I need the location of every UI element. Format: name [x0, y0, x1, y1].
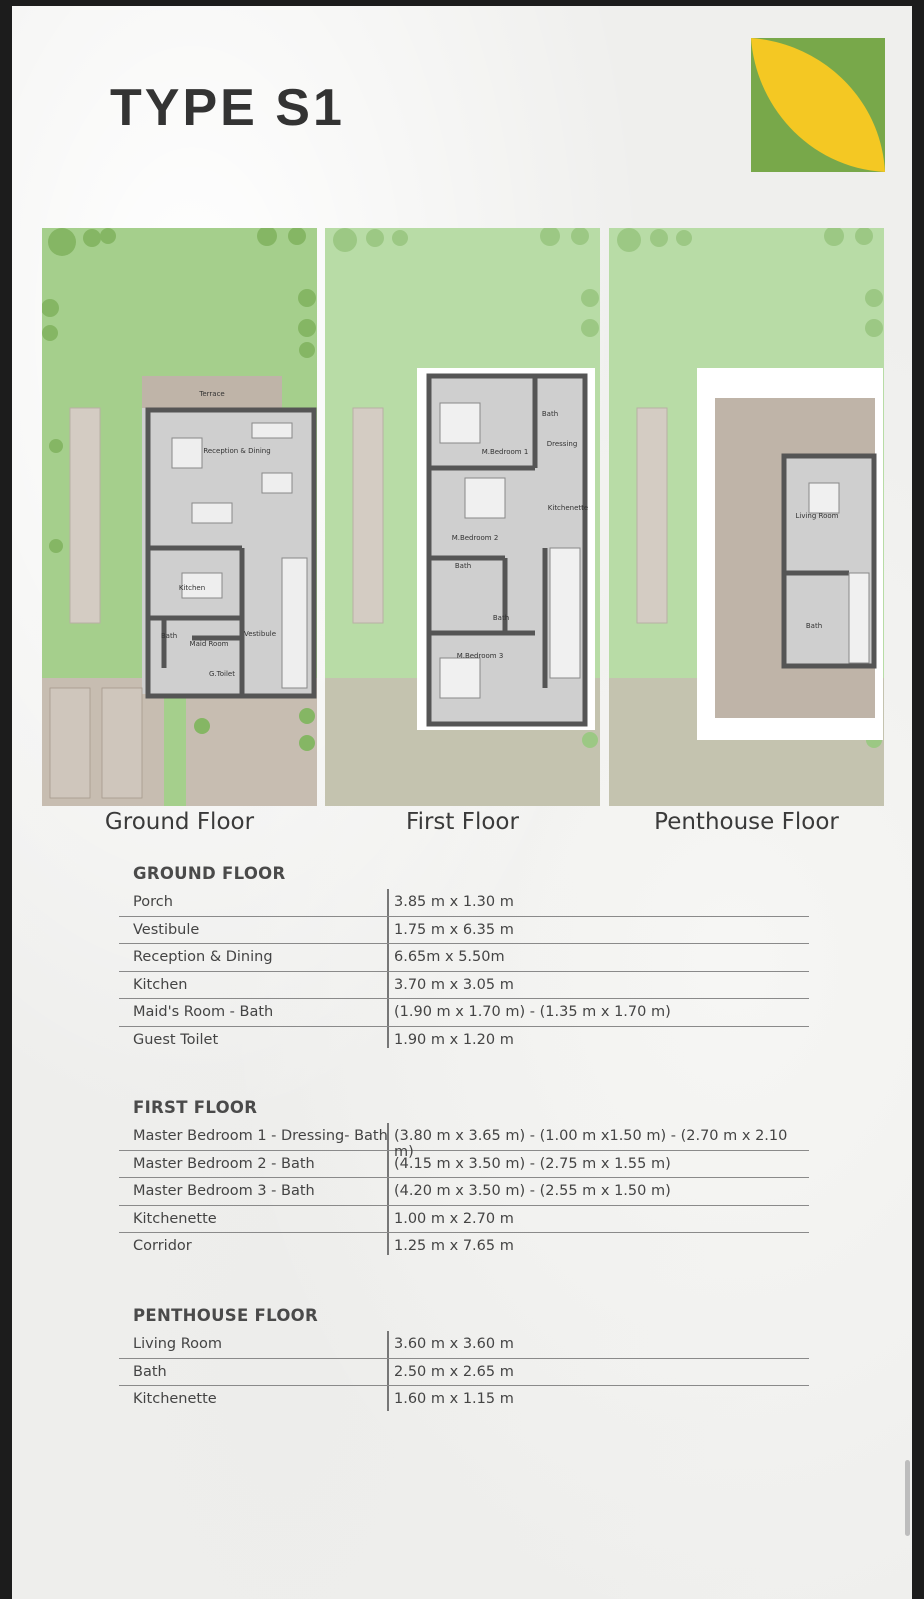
- plan-label: Bath: [805, 622, 823, 630]
- section-heading: PENTHOUSE FLOOR: [133, 1306, 319, 1325]
- section-heading: GROUND FLOOR: [133, 864, 286, 883]
- room-size: 3.70 m x 3.05 m: [394, 976, 514, 993]
- room-name: Corridor: [133, 1238, 192, 1254]
- room-size: (3.80 m x 3.65 m) - (1.00 m x1.50 m) - (2.70 m x 2.10 m): [394, 1128, 788, 1160]
- table-row: [119, 944, 809, 972]
- table-row: [119, 1386, 809, 1413]
- room-name: Bath: [133, 1363, 167, 1380]
- plan-label: Maid Room: [189, 640, 229, 648]
- scrollbar[interactable]: [905, 1460, 910, 1536]
- floor-plans: [42, 228, 884, 806]
- first-floor-caption: First Floor: [406, 809, 519, 835]
- room-name: Living Room: [133, 1336, 223, 1352]
- plan-label: Vestibule: [243, 630, 277, 638]
- room-size: (4.20 m x 3.50 m) - (2.55 m x 1.50 m): [394, 1183, 671, 1199]
- room-size: 1.75 m x 6.35 m: [394, 921, 514, 938]
- brochure-page: [12, 6, 912, 1599]
- table-row: [119, 999, 809, 1027]
- room-size: 2.50 m x 2.65 m: [394, 1363, 514, 1380]
- room-name: Vestibule: [133, 921, 200, 938]
- room-size: 3.85 m x 1.30 m: [394, 894, 514, 910]
- plan-label: Terrace: [199, 390, 225, 398]
- plan-label: Bath: [160, 632, 178, 640]
- penthouse-floor-plan: [609, 228, 884, 806]
- table-row: [119, 1123, 809, 1160]
- room-size: 1.00 m x 2.70 m: [394, 1210, 514, 1227]
- room-size: 1.25 m x 7.65 m: [394, 1238, 514, 1254]
- room-size: 1.60 m x 1.15 m: [394, 1391, 514, 1407]
- room-name: Master Bedroom 3 - Bath: [133, 1183, 315, 1199]
- room-size: (4.15 m x 3.50 m) - (2.75 m x 1.55 m): [394, 1155, 671, 1172]
- plan-label: Bath: [541, 410, 559, 418]
- table-row: [119, 1206, 809, 1234]
- room-name: Porch: [133, 894, 173, 910]
- plan-label: Dressing: [546, 440, 578, 448]
- ground-floor-plan: [42, 228, 317, 806]
- penthouse-floor-caption: Penthouse Floor: [654, 809, 839, 835]
- plan-label: G.Toilet: [209, 670, 235, 678]
- room-name: Kitchen: [133, 976, 188, 993]
- leaf-logo: [751, 38, 885, 172]
- plan-label: Kitchen: [178, 584, 206, 592]
- table-row: [119, 1178, 809, 1206]
- room-size: 6.65m x 5.50m: [394, 949, 505, 965]
- table-row: [119, 1027, 809, 1054]
- room-size: 3.60 m x 3.60 m: [394, 1336, 514, 1352]
- table-body: [119, 1331, 809, 1413]
- plan-label: Bath: [492, 614, 510, 622]
- plan-label: Living Room: [795, 512, 839, 520]
- plan-label: Reception & Dining: [203, 447, 271, 455]
- first-floor-plan: [325, 228, 600, 806]
- table-row: [119, 1151, 809, 1179]
- room-name: Reception & Dining: [133, 949, 273, 965]
- table-row: [119, 1233, 809, 1260]
- table-body: [119, 1123, 809, 1260]
- room-name: Guest Toilet: [133, 1031, 219, 1048]
- ground-floor-caption: Ground Floor: [104, 809, 255, 835]
- plan-label: Bath: [454, 562, 472, 570]
- table-row: [119, 1359, 809, 1387]
- section-heading: FIRST FLOOR: [133, 1098, 258, 1117]
- room-name: Maid's Room - Bath: [133, 1004, 274, 1020]
- room-name: Master Bedroom 2 - Bath: [133, 1155, 315, 1172]
- page-title: TYPE S1: [110, 79, 345, 137]
- room-name: Master Bedroom 1 - Dressing- Bath: [133, 1128, 388, 1144]
- plan-label: Kitchenette: [547, 504, 589, 512]
- table-row: [119, 1331, 809, 1359]
- room-size: 1.90 m x 1.20 m: [394, 1031, 514, 1048]
- table-row: [119, 972, 809, 1000]
- ground-floor-table: [119, 864, 809, 1053]
- plan-label: M.Bedroom 3: [456, 652, 504, 660]
- plan-label: M.Bedroom 1: [481, 448, 529, 456]
- room-size: (1.90 m x 1.70 m) - (1.35 m x 1.70 m): [394, 1004, 671, 1020]
- table-body: [119, 889, 809, 1053]
- table-row: [119, 889, 809, 917]
- plan-label: M.Bedroom 2: [451, 534, 499, 542]
- penthouse-floor-table: [119, 1306, 809, 1413]
- room-name: Kitchenette: [133, 1391, 217, 1407]
- table-row: [119, 917, 809, 945]
- first-floor-table: [119, 1098, 809, 1260]
- room-name: Kitchenette: [133, 1210, 217, 1227]
